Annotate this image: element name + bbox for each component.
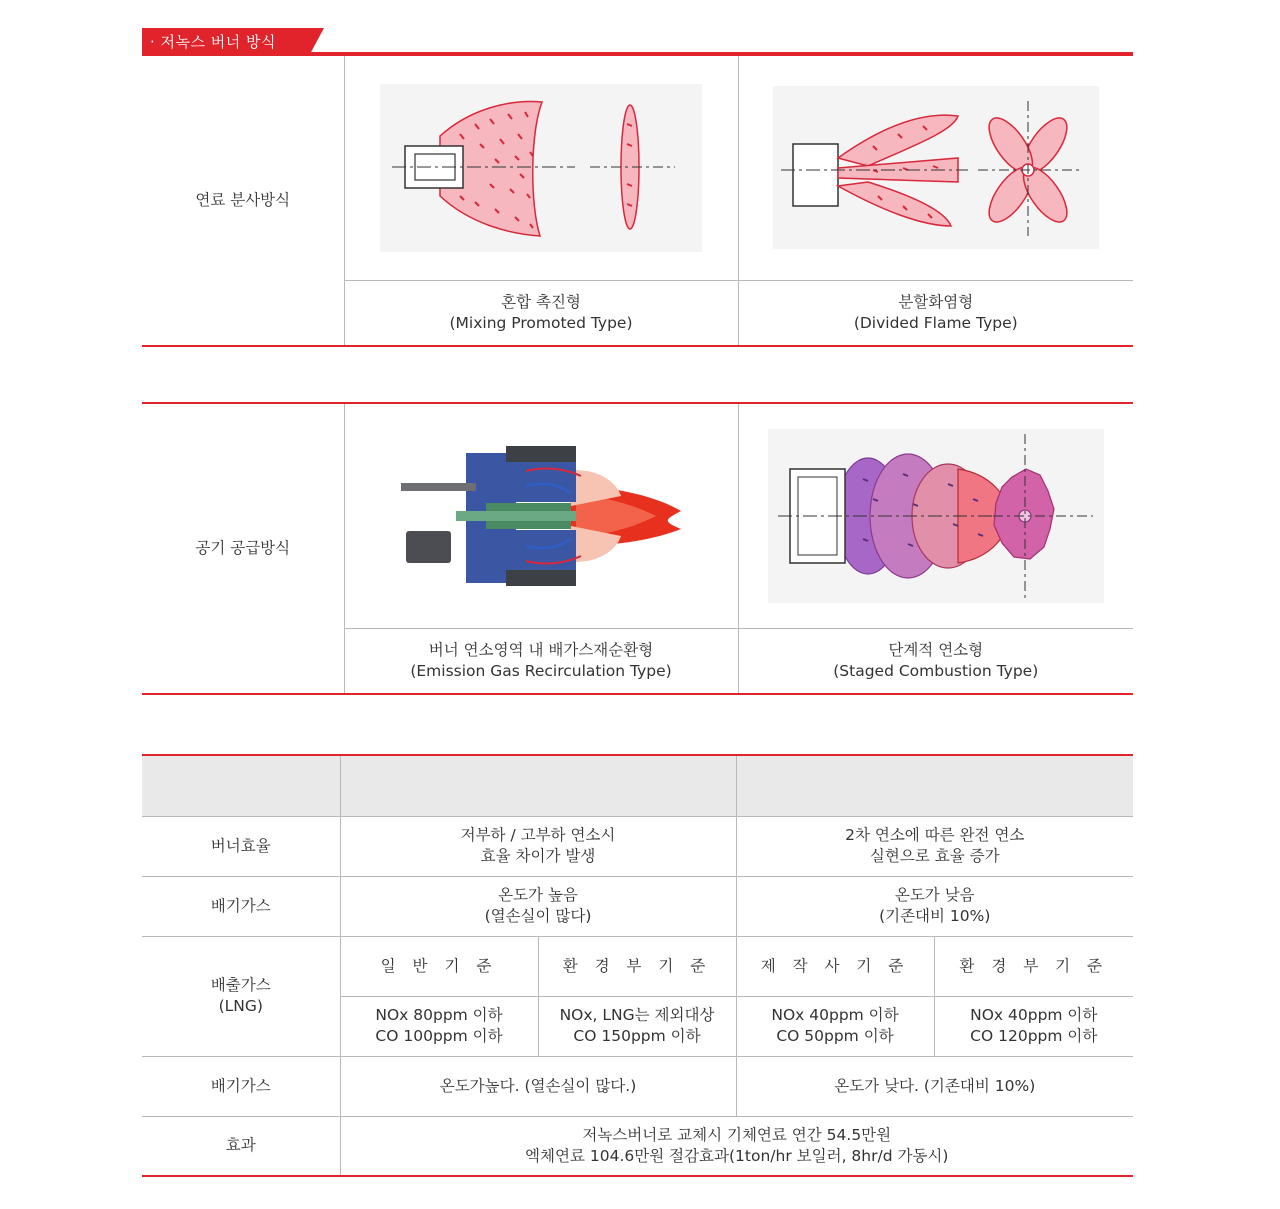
comparison-table bbox=[142, 754, 1133, 1177]
standard-env-2: 환 경 부 기 준 bbox=[934, 936, 1133, 996]
standard-general: 일 반 기 준 bbox=[340, 936, 538, 996]
emission-value-manufacturer bbox=[736, 996, 934, 1056]
cell-line: (기존대비 10%) bbox=[879, 907, 991, 925]
cell-line: NOx 40ppm 이하 bbox=[771, 1006, 899, 1024]
cell-line: NOx 40ppm 이하 bbox=[970, 1006, 1098, 1024]
cell-line: 2차 연소에 따른 완전 연소 bbox=[845, 826, 1025, 844]
egr-burner-diagram bbox=[396, 441, 686, 591]
table-row bbox=[142, 1116, 1133, 1176]
exhaust-gas-col2 bbox=[736, 876, 1133, 936]
header-empty-cell bbox=[142, 755, 340, 816]
cell-line: 실현으로 효율 증가 bbox=[869, 847, 1000, 865]
table-row bbox=[142, 1056, 1133, 1116]
divided-flame-figure bbox=[738, 55, 1133, 280]
standard-manufacturer: 제 작 사 기 준 bbox=[736, 936, 934, 996]
header-col2 bbox=[736, 755, 1133, 816]
exhaust-gas-col1 bbox=[340, 876, 736, 936]
egr-caption bbox=[344, 628, 738, 694]
cell-line: CO 100ppm 이하 bbox=[375, 1027, 503, 1045]
cell-line: NOx 80ppm 이하 bbox=[375, 1006, 503, 1024]
mixing-promoted-caption bbox=[344, 280, 738, 346]
table-row bbox=[142, 816, 1133, 876]
emission-value-env-1 bbox=[538, 996, 736, 1056]
mixing-promoted-name-ko: 혼합 촉진형 bbox=[501, 292, 581, 311]
effect-label: 효과 bbox=[142, 1116, 340, 1176]
emission-label bbox=[142, 936, 340, 1056]
cell-line: (열손실이 많다) bbox=[484, 907, 592, 925]
staged-combustion-name-en: (Staged Combustion Type) bbox=[833, 661, 1039, 680]
section-title-tag bbox=[142, 28, 324, 54]
table-row bbox=[142, 876, 1133, 936]
cell-line: 저녹스버너로 교체시 기체연료 연간 54.5만원 bbox=[582, 1125, 892, 1144]
divided-flame-caption bbox=[738, 280, 1133, 346]
burner-efficiency-col2 bbox=[736, 816, 1133, 876]
cell-line: 저부하 / 고부하 연소시 bbox=[460, 826, 616, 844]
cell-line: 효율 차이가 발생 bbox=[480, 847, 596, 865]
header-col1 bbox=[340, 755, 736, 816]
emission-label-line: 배출가스 bbox=[210, 976, 271, 994]
mixing-promoted-name-en: (Mixing Promoted Type) bbox=[449, 313, 633, 332]
cell-line: CO 50ppm 이하 bbox=[776, 1027, 894, 1045]
burner-efficiency-col1 bbox=[340, 816, 736, 876]
burner-efficiency-label: 버너효율 bbox=[142, 816, 340, 876]
cell-line: 온도가 낮음 bbox=[894, 886, 975, 904]
section-title: · 저녹스 버너 방식 bbox=[150, 33, 277, 51]
cell-line: CO 120ppm 이하 bbox=[970, 1027, 1098, 1045]
emission-standard-row bbox=[142, 936, 1133, 996]
exhaust-gas-2-col2: 온도가 낮다. (기존대비 10%) bbox=[736, 1056, 1133, 1116]
emission-value-env-2 bbox=[934, 996, 1133, 1056]
cell-line: NOx, LNG는 제외대상 bbox=[559, 1006, 715, 1024]
staged-combustion-figure bbox=[738, 403, 1133, 628]
divided-flame-diagram bbox=[773, 86, 1099, 249]
mixing-promoted-diagram bbox=[380, 84, 702, 252]
divided-flame-name-en: (Divided Flame Type) bbox=[853, 313, 1018, 332]
exhaust-gas-2-label: 배기가스 bbox=[142, 1056, 340, 1116]
cell-line: 온도가 높음 bbox=[498, 886, 578, 904]
staged-combustion-caption bbox=[738, 628, 1133, 694]
emission-label-line: (LNG) bbox=[218, 997, 263, 1015]
comparison-header-row bbox=[142, 755, 1133, 816]
mixing-promoted-figure bbox=[344, 55, 738, 280]
effect-value bbox=[340, 1116, 1133, 1176]
egr-figure bbox=[344, 403, 738, 628]
emission-value-general bbox=[340, 996, 538, 1056]
cell-line: 엑체연료 104.6만원 절감효과(1ton/hr 보일러, 8hr/d 가동시) bbox=[525, 1146, 949, 1165]
fuel-injection-label: 연료 분사방식 bbox=[142, 55, 344, 346]
air-supply-label: 공기 공급방식 bbox=[142, 403, 344, 694]
exhaust-gas-label: 배기가스 bbox=[142, 876, 340, 936]
air-supply-table bbox=[142, 402, 1133, 695]
standard-env-1: 환 경 부 기 준 bbox=[538, 936, 736, 996]
fuel-injection-table bbox=[142, 54, 1133, 347]
divided-flame-name-ko: 분할화염형 bbox=[898, 292, 974, 311]
egr-name-ko: 버너 연소영역 내 배가스재순환형 bbox=[428, 640, 654, 659]
staged-combustion-diagram bbox=[768, 429, 1104, 603]
egr-name-en: (Emission Gas Recirculation Type) bbox=[410, 661, 672, 680]
exhaust-gas-2-col1: 온도가높다. (열손실이 많다.) bbox=[340, 1056, 736, 1116]
cell-line: CO 150ppm 이하 bbox=[573, 1027, 701, 1045]
staged-combustion-name-ko: 단계적 연소형 bbox=[888, 640, 984, 659]
